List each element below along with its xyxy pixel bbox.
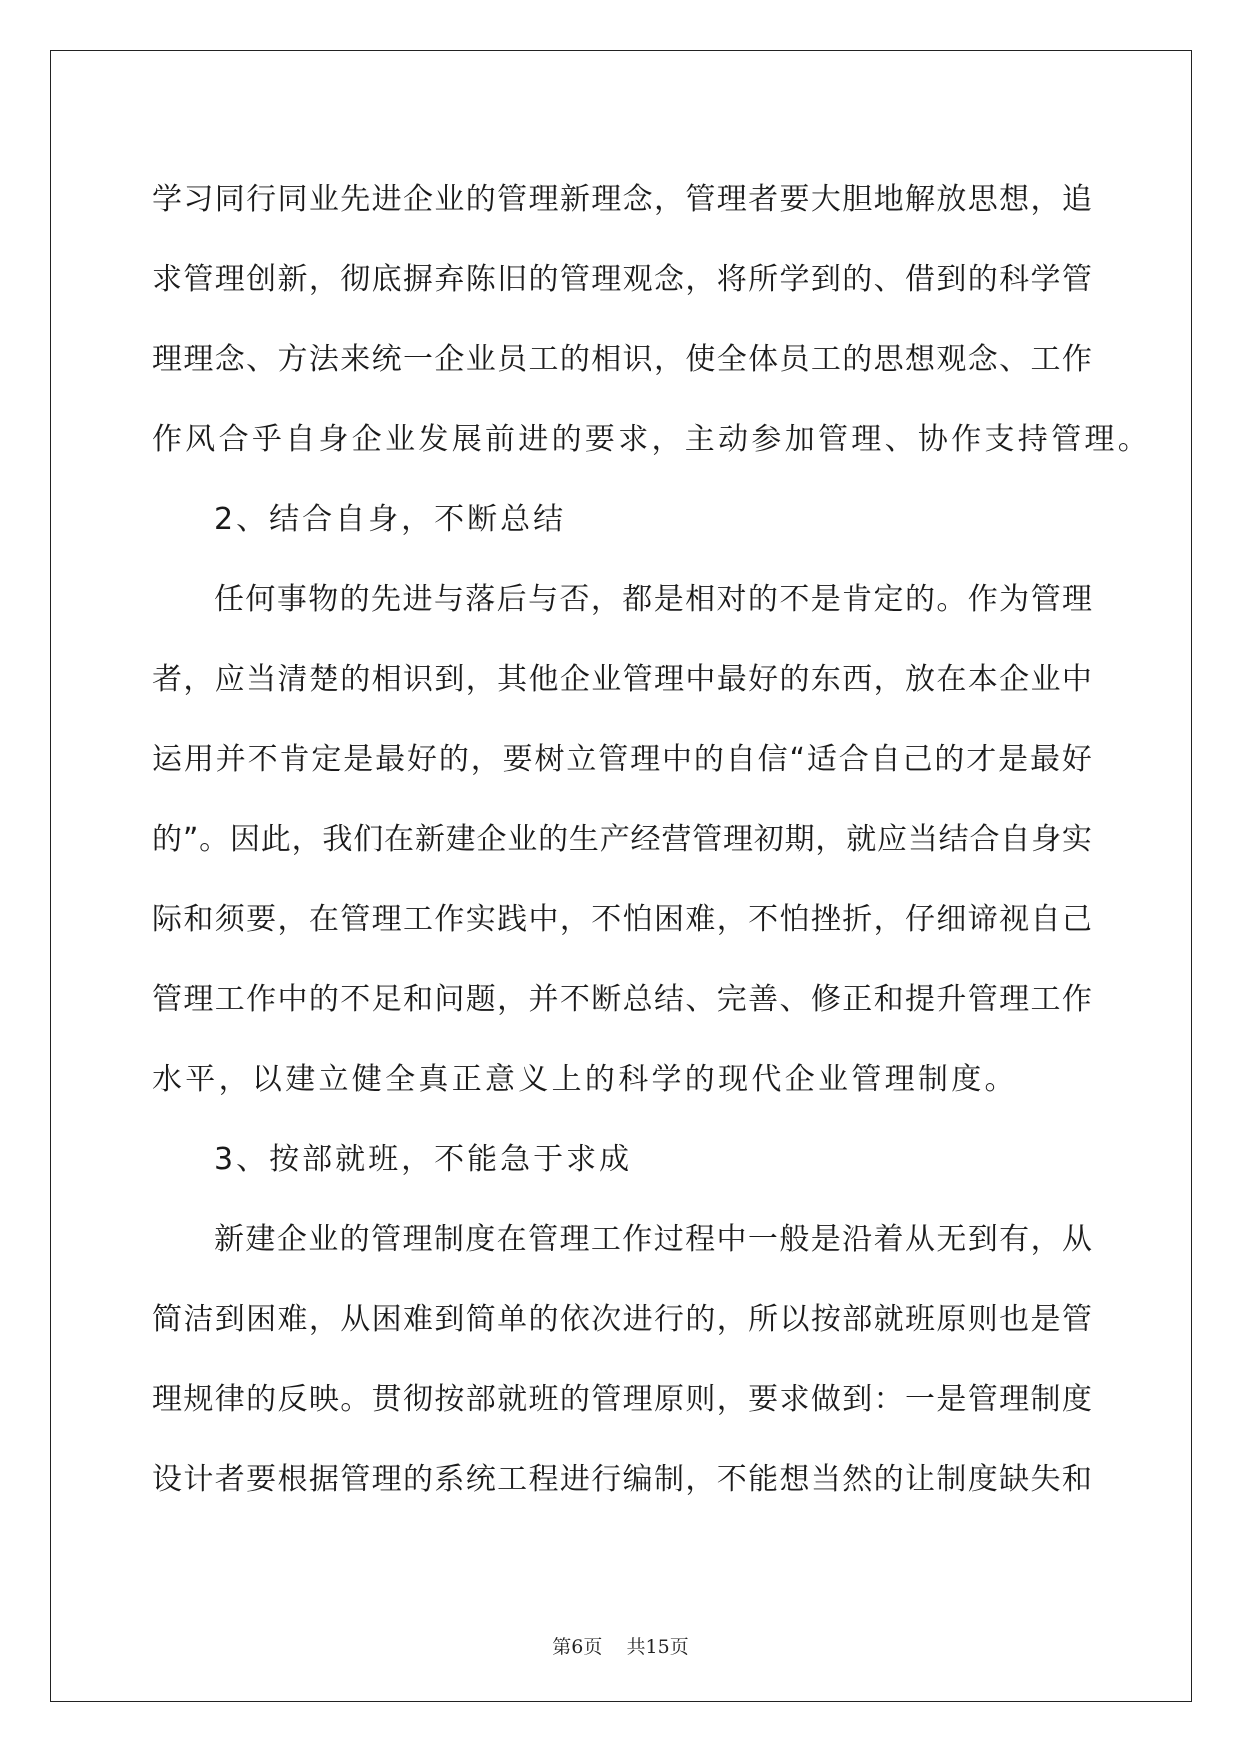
paragraph-line: 设 计 者 要 根 据 管 理 的 系 统 工 程 进 行 编 制 ， 不 能 想 当 然 的 让 制 度 缺 失 和 bbox=[152, 1462, 1092, 1497]
section-heading: 3、按部就班，不能急于求成 bbox=[214, 1142, 633, 1177]
paragraph-line: 求 管 理 创 新 ， 彻 底 摒 弃 陈 旧 的 管 理 观 念 ， 将 所 学 到 的 、 借 到 的 科 学 管 bbox=[152, 262, 1092, 297]
paragraph-line: 简 洁 到 困 难 ， 从 困 难 到 简 单 的 依 次 进 行 的 ， 所 以 按 部 就 班 原 则 也 是 管 bbox=[152, 1302, 1092, 1337]
paragraph-line: 新 建 企 业 的 管 理 制 度 在 管 理 工 作 过 程 中 一 般 是 沿 着 从 无 到 有 ， 从 bbox=[214, 1222, 1092, 1257]
document-body bbox=[152, 160, 1151, 1520]
paragraph-line: 水平，以建立健全真正意义上的科学的现代企业管理制度。 bbox=[152, 1062, 1018, 1097]
page-total: 共15页 bbox=[626, 1636, 689, 1658]
paragraph-line: 的 ” 。 因 此 ， 我 们 在 新 建 企 业 的 生 产 经 营 管 理 初 期 ， 就 应 当 结 合 自 身 实 bbox=[152, 822, 1092, 857]
paragraph-line: 学 习 同 行 同 业 先 进 企 业 的 管 理 新 理 念 ， 管 理 者 要 大 胆 地 解 放 思 想 ， 追 bbox=[152, 182, 1092, 217]
paragraph-line: 管 理 工 作 中 的 不 足 和 问 题 ， 并 不 断 总 结 、 完 善 、 修 正 和 提 升 管 理 工 作 bbox=[152, 982, 1092, 1017]
section-heading: 2、结合自身，不断总结 bbox=[214, 502, 567, 537]
paragraph-line: 作风合乎自身企业发展前进的要求，主动参加管理、协作支持管理。 bbox=[152, 422, 1151, 457]
paragraph-line: 者 ， 应 当 清 楚 的 相 识 到 ， 其 他 企 业 管 理 中 最 好 的 东 西 ， 放 在 本 企 业 中 bbox=[152, 662, 1092, 697]
paragraph-line: 理 理 念 、 方 法 来 统 一 企 业 员 工 的 相 识 ， 使 全 体 员 工 的 思 想 观 念 、 工 作 bbox=[152, 342, 1092, 377]
page-footer bbox=[0, 1632, 1241, 1659]
page-number: 第6页 bbox=[552, 1636, 603, 1658]
paragraph-line: 理 规 律 的 反 映 。 贯 彻 按 部 就 班 的 管 理 原 则 ， 要 求 做 到 ： 一 是 管 理 制 度 bbox=[152, 1382, 1092, 1417]
paragraph-line: 际 和 须 要 ， 在 管 理 工 作 实 践 中 ， 不 怕 困 难 ， 不 怕 挫 折 ， 仔 细 谛 视 自 己 bbox=[152, 902, 1092, 937]
paragraph-line: 运 用 并 不 肯 定 是 最 好 的 ， 要 树 立 管 理 中 的 自 信 “ 适 合 自 己 的 才 是 最 好 bbox=[152, 742, 1092, 777]
paragraph-line: 任 何 事 物 的 先 进 与 落 后 与 否 ， 都 是 相 对 的 不 是 肯 定 的 。 作 为 管 理 bbox=[214, 582, 1092, 617]
